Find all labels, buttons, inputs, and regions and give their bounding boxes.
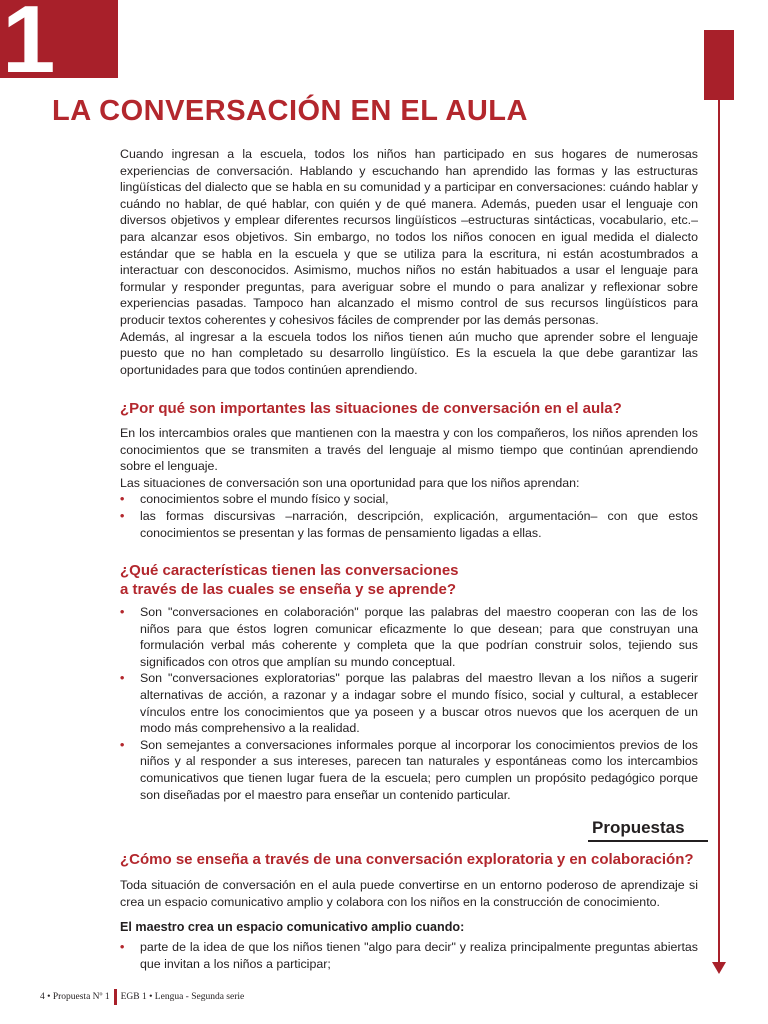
section-body — [120, 425, 698, 541]
section-body — [120, 939, 698, 972]
section-heading: ¿Cómo se enseña a través de una conversación exploratoria y en colaboración? — [120, 851, 694, 868]
side-marker-box — [704, 30, 734, 100]
section-heading-line: a través de las cuales se enseña y se aprende? — [120, 581, 457, 598]
paragraph: Toda situación de conversación en el aula puede convertirse en un entorno poderoso de aprendizaje si crea un espacio comunicativo amplio y colabora con los niños en la construcción de conocimiento. — [120, 878, 698, 909]
divider — [588, 840, 708, 842]
list-item — [120, 491, 698, 508]
propuestas-label: Propuestas — [592, 818, 685, 837]
side-rule-line — [718, 100, 720, 966]
section-heading — [120, 561, 710, 599]
footer-page-info: 4 • Propuesta Nº 1 — [40, 992, 110, 1002]
intro-paragraph: Además, al ingresar a la escuela todos los niños tienen aún mucho que aprender sobre el lenguaje puesto que no han completado su desarrollo lingüístico. Es la escuela la que debe garantizar las oportunidades para que todos continúen aprendiendo. — [120, 329, 698, 377]
bullet-icon: • — [120, 508, 125, 523]
list-item-text: conocimientos sobre el mundo físico y social, — [140, 492, 389, 507]
chapter-number-box — [0, 0, 118, 78]
footer-series-info: EGB 1 • Lengua - Segunda serie — [120, 992, 245, 1002]
list-item — [120, 604, 698, 670]
footer-separator — [114, 989, 117, 1005]
bullet-icon: • — [120, 737, 125, 752]
bullet-icon: • — [120, 492, 125, 507]
list-item — [120, 508, 698, 541]
paragraph: Las situaciones de conversación son una oportunidad para que los niños aprendan: — [120, 475, 580, 490]
section-body — [120, 604, 698, 803]
page-footer — [40, 989, 244, 1005]
section-heading-line: ¿Qué características tienen las conversaciones — [120, 562, 459, 579]
intro-text — [120, 146, 698, 378]
bullet-icon: • — [120, 605, 125, 619]
paragraph: En los intercambios orales que mantienen con la maestra y con los compañeros, los niños aprenden los conocimientos que se transmiten a través del lenguaje al mismo tiempo que continúan aprendiendo sobre el lenguaje. — [120, 426, 698, 474]
subheading: El maestro crea un espacio comunicativo amplio cuando: — [120, 920, 465, 934]
section-heading: ¿Por qué son importantes las situaciones de conversación en el aula? — [120, 400, 622, 417]
arrow-down-icon — [712, 962, 726, 974]
list-item-text: Son "conversaciones exploratorias" porque las palabras del maestro llevan a los niños a sugerir alternativas de acción, a razonar y a indagar sobre el mundo físico, social y cultural, a establecer vínculos entre los conocimientos que ya poseen y a buscar otros nuevos que los acerquen de un modo más comprehensivo a la realidad. — [140, 671, 698, 736]
list-item-text: Son "conversaciones en colaboración" porque las palabras del maestro cooperan con las de los niños para que éstos logren comunicar eficazmente lo que desean; para que construyan una formulación verbal más coherente y completa que la que podrían construir solos, tejiendo sus significados con otros que amplían su mundo conceptual. — [140, 605, 698, 669]
list-item — [120, 939, 698, 972]
list-item — [120, 737, 698, 803]
list-item-text: las formas discursivas –narración, descripción, explicación, argumentación– con que estos conocimientos se presentan y las formas de pensamiento ligadas a ellas. — [140, 508, 698, 540]
list-item-text: parte de la idea de que los niños tienen "algo para decir" y realiza principalmente preguntas abiertas que invitan a los niños a participar; — [140, 940, 698, 971]
chapter-number: 1 — [2, 0, 56, 78]
intro-paragraph: Cuando ingresan a la escuela, todos los niños han participado en sus hogares de numerosas experiencias de conversación. Hablando y escuchando han aprendido las formas y las estructuras lingüísticas del dialecto que se habla en su comunidad y a participar en conversaciones: cuándo hablar y cuándo no hablar, de qué hablar, con quién y de qué manera. Además, pueden usar el lenguaje con diversos objetivos y emplear diferentes recursos lingüísticos –estructuras sintácticas, vocabulario, etc.– para alcanzar esos objetivos. Sin embargo, no todos los niños conocen en igual medida el dialecto estándar que se habla en la escuela y que se utiliza para la escritura, ni están acostumbrados a interactuar con desconocidos. Asimismo, muchos niños no están habituados a usar el lenguaje para formular y responder preguntas, para averiguar sobre el mundo o para analizar y reflexionar sobre experiencias pasadas. Tampoco han alcanzado el mismo control de sus recursos lingüísticos para producir textos coherentes y cohesivos fáciles de comprender por las demás personas. — [120, 147, 698, 327]
list-item — [120, 670, 698, 736]
bullet-icon: • — [120, 940, 125, 954]
page-title: LA CONVERSACIÓN EN EL AULA — [52, 95, 528, 127]
section-body — [120, 877, 698, 910]
list-item-text: Son semejantes a conversaciones informales porque al incorporar los conocimientos previos de los niños y al responder a sus intereses, parecen tan naturales y espontáneas como los intercambios comunicativos que tienen lugar fuera de la escuela; pero cumplen un propósito pedagógico porque son diseñadas por el maestro para enseñar un contenido particular. — [140, 737, 698, 802]
bullet-icon: • — [120, 671, 125, 686]
